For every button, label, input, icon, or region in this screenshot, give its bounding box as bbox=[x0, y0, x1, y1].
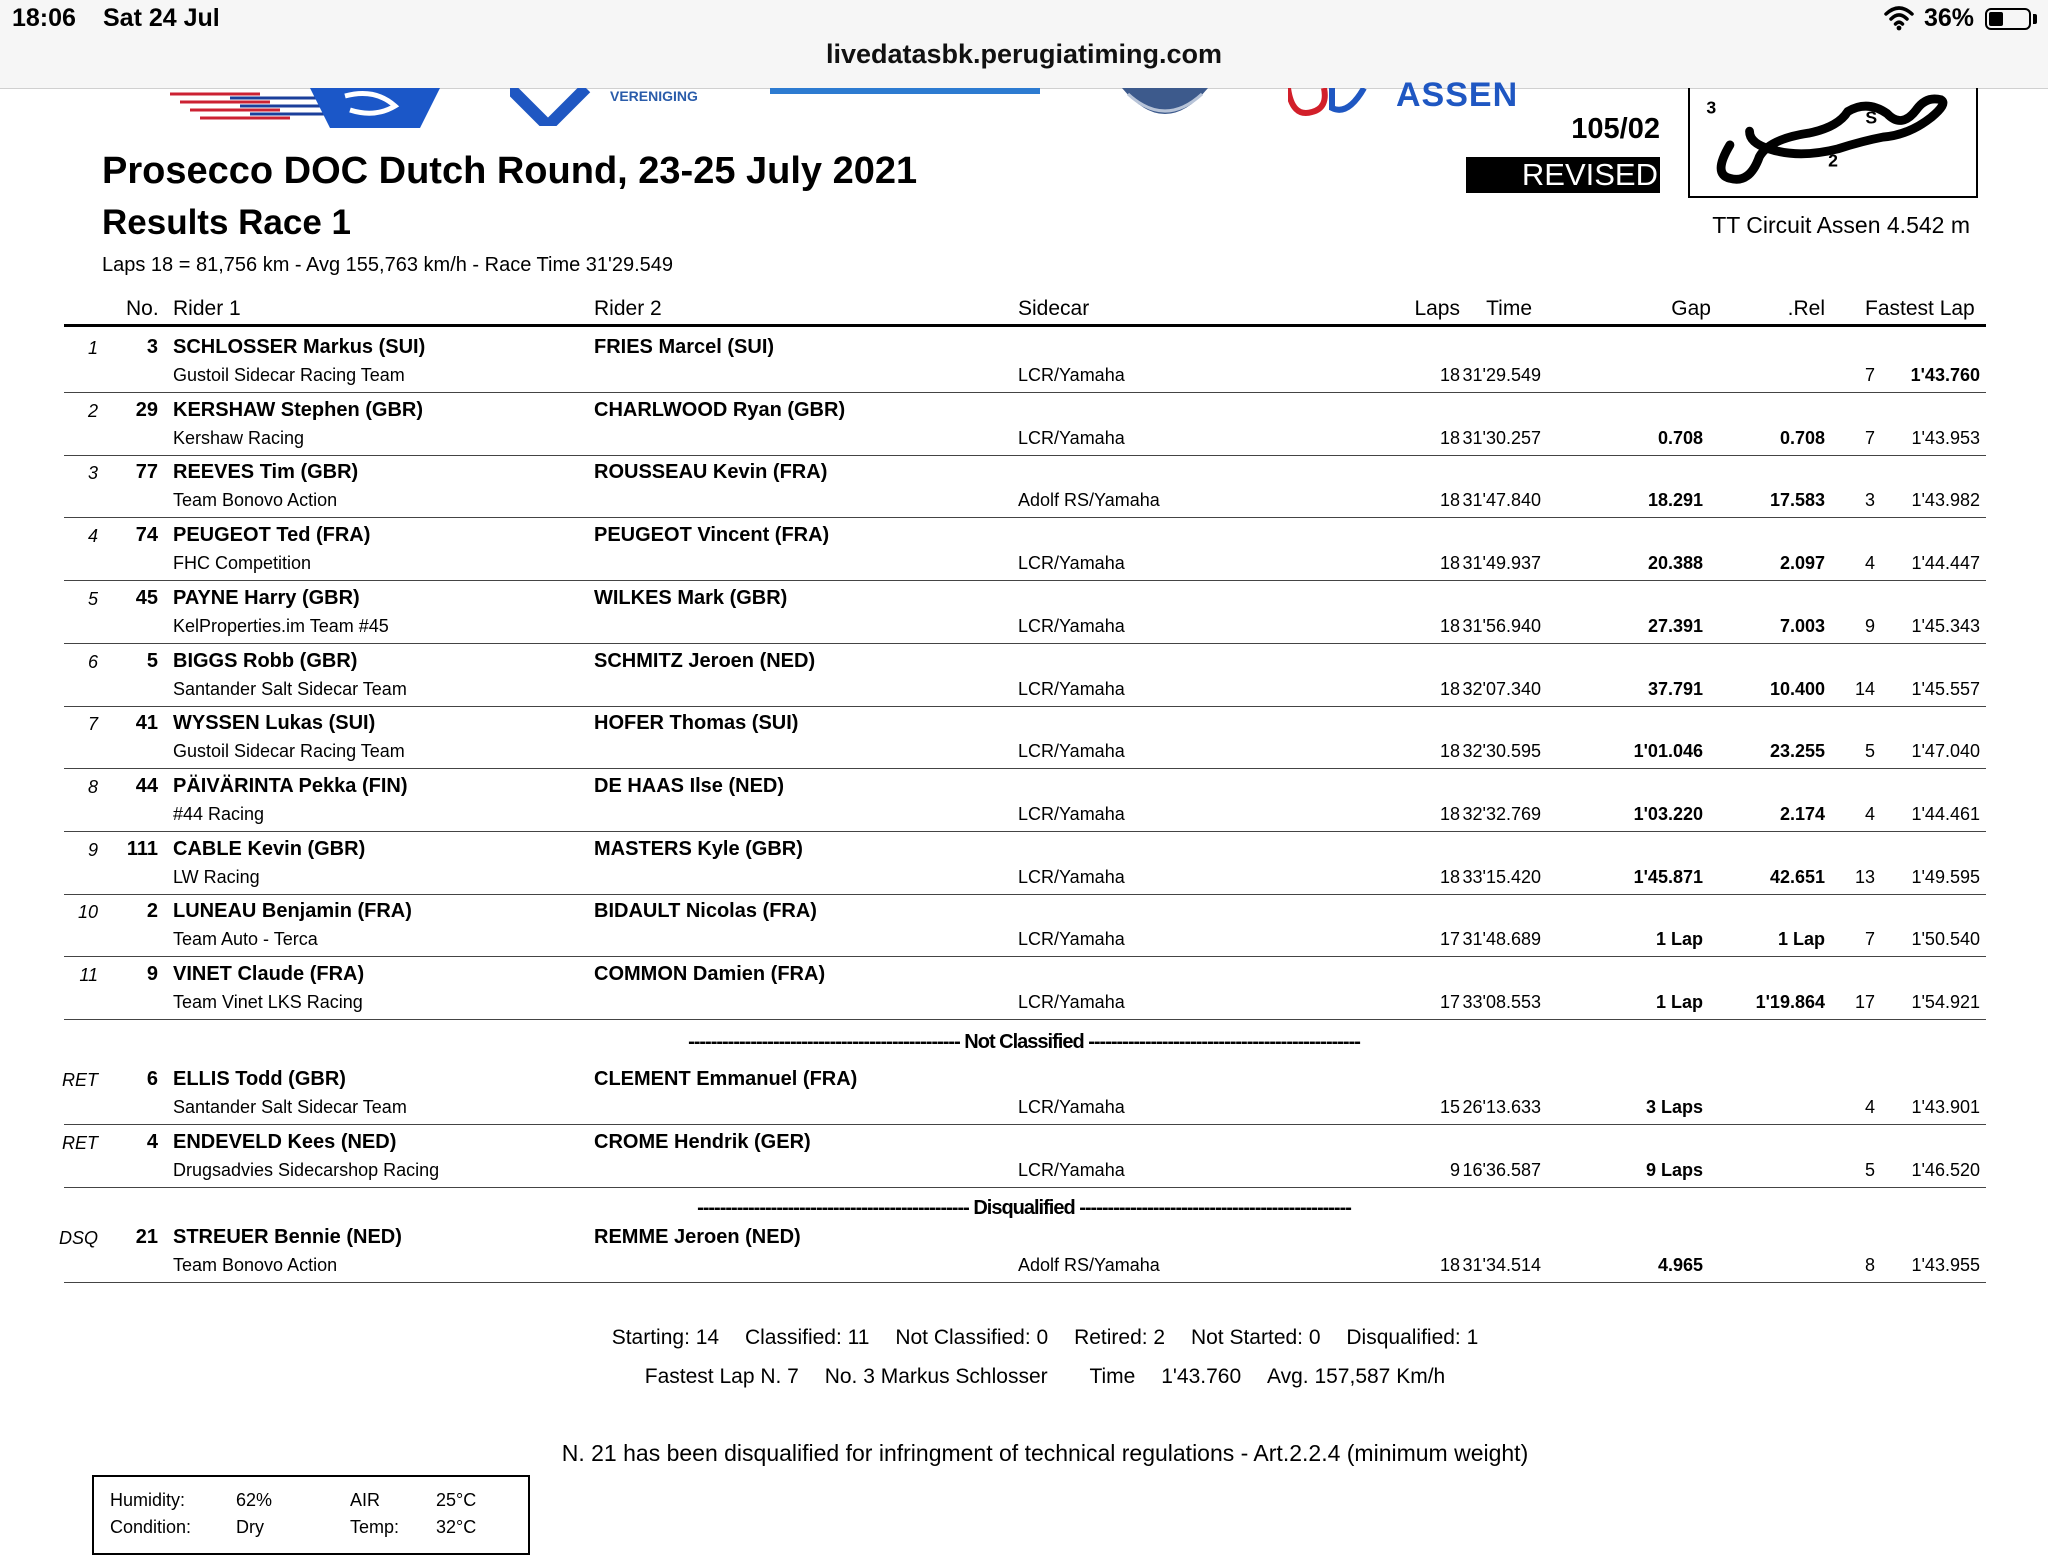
row-rel: 10.400 bbox=[1769, 679, 1825, 699]
row-sidecar: LCR/Yamaha bbox=[1018, 929, 1125, 949]
row-number: 2 bbox=[146, 900, 158, 922]
row-laps: 15 bbox=[1439, 1097, 1460, 1117]
row-team: #44 Racing bbox=[173, 804, 265, 824]
row-rider1: LUNEAU Benjamin (FRA) bbox=[173, 900, 412, 922]
row-number: 77 bbox=[135, 461, 158, 483]
row-team: Gustoil Sidecar Racing Team bbox=[173, 741, 405, 761]
row-rider1: PÄIVÄRINTA Pekka (FIN) bbox=[173, 775, 408, 797]
row-number: 6 bbox=[146, 1068, 158, 1090]
row-gap: 4.965 bbox=[1657, 1255, 1703, 1275]
row-gap: 1'01.046 bbox=[1633, 741, 1703, 761]
row-rider2: CLEMENT Emmanuel (FRA) bbox=[594, 1068, 858, 1090]
row-fastest-lap-time: 1'43.901 bbox=[1911, 1097, 1980, 1117]
event-title: Prosecco DOC Dutch Round, 23-25 July 2021 bbox=[102, 150, 918, 192]
row-fastest-lap-time: 1'45.557 bbox=[1911, 679, 1980, 699]
sponsor-logo-3 bbox=[770, 88, 1040, 94]
row-fastest-lap-no: 9 bbox=[1864, 616, 1875, 636]
row-divider bbox=[64, 1124, 1986, 1125]
row-rider1: CABLE Kevin (GBR) bbox=[173, 838, 366, 860]
row-rider2: BIDAULT Nicolas (FRA) bbox=[594, 900, 817, 922]
row-team: FHC Competition bbox=[173, 553, 312, 573]
row-fastest-lap-no: 14 bbox=[1854, 679, 1875, 699]
row-sidecar: LCR/Yamaha bbox=[1018, 992, 1125, 1012]
humidity-label: Humidity: bbox=[110, 1490, 186, 1510]
row-team: Team Bonovo Action bbox=[173, 490, 338, 510]
revised-badge: REVISED bbox=[1466, 157, 1660, 193]
row-fastest-lap-no: 5 bbox=[1864, 1160, 1875, 1180]
row-rider1: REEVES Tim (GBR) bbox=[173, 461, 359, 483]
row-rider2: ROUSSEAU Kevin (FRA) bbox=[594, 461, 828, 483]
row-position: 9 bbox=[87, 840, 98, 860]
header-rider2: Rider 2 bbox=[594, 297, 662, 320]
assen-logo-text: ASSEN bbox=[1396, 76, 1519, 114]
row-team: KelProperties.im Team #45 bbox=[173, 616, 389, 636]
row-rider1: PAYNE Harry (GBR) bbox=[173, 587, 360, 609]
row-position: DSQ bbox=[58, 1228, 98, 1248]
row-position: 5 bbox=[87, 589, 98, 609]
summary-disqualified: Disqualified: 1 bbox=[1346, 1326, 1479, 1349]
row-team: Kershaw Racing bbox=[173, 428, 305, 448]
row-number: 3 bbox=[146, 336, 158, 358]
row-number: 29 bbox=[135, 399, 158, 421]
row-rider1: SCHLOSSER Markus (SUI) bbox=[173, 336, 426, 358]
row-laps: 18 bbox=[1439, 867, 1460, 887]
row-laps: 17 bbox=[1439, 929, 1460, 949]
row-time: 32'07.340 bbox=[1462, 679, 1541, 699]
row-fastest-lap-time: 1'44.461 bbox=[1911, 804, 1980, 824]
row-gap: 27.391 bbox=[1647, 616, 1703, 636]
battery-icon bbox=[1985, 8, 2031, 30]
not-classified-separator: ------------------------------------------------ Not Classified ------------------------------------------------ bbox=[688, 1031, 1360, 1053]
row-rider1: VINET Claude (FRA) bbox=[173, 963, 365, 985]
row-laps: 18 bbox=[1439, 490, 1460, 510]
row-number: 44 bbox=[135, 775, 158, 797]
row-rel: 1 Lap bbox=[1777, 929, 1825, 949]
summary-retired: Retired: 2 bbox=[1074, 1326, 1166, 1349]
battery-tip bbox=[2033, 14, 2037, 24]
row-divider bbox=[64, 1187, 1986, 1188]
row-divider bbox=[64, 643, 1986, 644]
row-divider bbox=[64, 894, 1986, 895]
row-rel: 42.651 bbox=[1769, 867, 1825, 887]
row-time: 16'36.587 bbox=[1462, 1160, 1541, 1180]
row-rider1: STREUER Bennie (NED) bbox=[173, 1226, 402, 1248]
row-rider2: DE HAAS Ilse (NED) bbox=[594, 775, 785, 797]
summary-counts bbox=[0, 1326, 2048, 1350]
map-label-2: 2 bbox=[1828, 150, 1838, 171]
row-gap: 18.291 bbox=[1647, 490, 1703, 510]
row-gap: 1'03.220 bbox=[1633, 804, 1703, 824]
map-label-3: 3 bbox=[1706, 97, 1717, 118]
row-team: Team Vinet LKS Racing bbox=[173, 992, 363, 1012]
row-number: 9 bbox=[146, 963, 158, 985]
fastest-lap-time-label: Time bbox=[1089, 1365, 1136, 1388]
row-fastest-lap-no: 4 bbox=[1864, 1097, 1875, 1117]
row-gap: 20.388 bbox=[1647, 553, 1703, 573]
row-laps: 18 bbox=[1439, 553, 1460, 573]
sponsor-logo-1 bbox=[170, 88, 440, 128]
row-time: 31'49.937 bbox=[1462, 553, 1541, 573]
circuit-map-icon bbox=[1688, 88, 1978, 198]
row-rel: 2.097 bbox=[1779, 553, 1825, 573]
row-gap: 1 Lap bbox=[1655, 992, 1703, 1012]
disqualification-note: N. 21 has been disqualified for infringment of technical regulations - Art.2.2.4 (minimum weight) bbox=[561, 1440, 1529, 1466]
row-rider2: PEUGEOT Vincent (FRA) bbox=[594, 524, 830, 546]
row-team: Drugsadvies Sidecarshop Racing bbox=[173, 1160, 440, 1180]
row-rider1: ELLIS Todd (GBR) bbox=[173, 1068, 346, 1090]
row-laps: 18 bbox=[1439, 804, 1460, 824]
row-divider bbox=[64, 392, 1986, 393]
row-team: Team Bonovo Action bbox=[173, 1255, 338, 1275]
row-rider2: REMME Jeroen (NED) bbox=[594, 1226, 801, 1248]
row-fastest-lap-time: 1'44.447 bbox=[1911, 553, 1980, 573]
row-fastest-lap-time: 1'50.540 bbox=[1911, 929, 1980, 949]
row-time: 31'29.549 bbox=[1462, 365, 1541, 385]
row-divider bbox=[64, 956, 1986, 957]
row-rider2: FRIES Marcel (SUI) bbox=[594, 336, 775, 358]
row-rider2: WILKES Mark (GBR) bbox=[594, 587, 788, 609]
row-position: RET bbox=[62, 1133, 98, 1153]
row-gap: 9 Laps bbox=[1645, 1160, 1703, 1180]
row-rider1: BIGGS Robb (GBR) bbox=[173, 650, 358, 672]
row-divider bbox=[64, 768, 1986, 769]
row-laps: 18 bbox=[1439, 741, 1460, 761]
race-title: Results Race 1 bbox=[102, 203, 352, 242]
row-divider bbox=[64, 1019, 1986, 1020]
summary-not-started: Not Started: 0 bbox=[1190, 1326, 1321, 1349]
row-sidecar: Adolf RS/Yamaha bbox=[1018, 1255, 1160, 1275]
browser-status-bar bbox=[0, 0, 2048, 89]
circuit-name: TT Circuit Assen 4.542 m bbox=[1712, 212, 1970, 238]
sponsor-logo-5 bbox=[1288, 88, 1368, 118]
row-fastest-lap-no: 4 bbox=[1864, 804, 1875, 824]
row-time: 26'13.633 bbox=[1462, 1097, 1541, 1117]
header-rule bbox=[64, 324, 1986, 327]
row-team: Santander Salt Sidecar Team bbox=[173, 1097, 407, 1117]
row-fastest-lap-no: 5 bbox=[1864, 741, 1875, 761]
row-rider2: SCHMITZ Jeroen (NED) bbox=[594, 650, 816, 672]
row-fastest-lap-no: 7 bbox=[1864, 428, 1875, 448]
row-time: 31'30.257 bbox=[1462, 428, 1541, 448]
row-gap: 37.791 bbox=[1647, 679, 1703, 699]
row-sidecar: LCR/Yamaha bbox=[1018, 365, 1125, 385]
row-rider2: COMMON Damien (FRA) bbox=[594, 963, 826, 985]
air-value: 25°C bbox=[436, 1490, 477, 1510]
row-rel: 23.255 bbox=[1769, 741, 1825, 761]
row-time: 31'34.514 bbox=[1462, 1255, 1541, 1275]
row-position: 4 bbox=[87, 526, 98, 546]
temp-value: 32°C bbox=[436, 1517, 477, 1537]
row-fastest-lap-no: 13 bbox=[1854, 867, 1875, 887]
fastest-lap-time: 1'43.760 bbox=[1161, 1365, 1242, 1388]
row-rel: 7.003 bbox=[1779, 616, 1825, 636]
row-team: Santander Salt Sidecar Team bbox=[173, 679, 407, 699]
row-fastest-lap-time: 1'45.343 bbox=[1911, 616, 1980, 636]
row-fastest-lap-no: 3 bbox=[1864, 490, 1875, 510]
summary-classified: Classified: 11 bbox=[744, 1326, 870, 1349]
row-fastest-lap-time: 1'43.953 bbox=[1911, 428, 1980, 448]
row-divider bbox=[64, 1282, 1986, 1283]
row-time: 32'32.769 bbox=[1462, 804, 1541, 824]
row-divider bbox=[64, 517, 1986, 518]
row-sidecar: LCR/Yamaha bbox=[1018, 867, 1125, 887]
row-fastest-lap-no: 8 bbox=[1864, 1255, 1875, 1275]
battery-fill bbox=[1989, 12, 2003, 26]
row-sidecar: LCR/Yamaha bbox=[1018, 1160, 1125, 1180]
row-sidecar: LCR/Yamaha bbox=[1018, 553, 1125, 573]
map-label-s: S bbox=[1865, 107, 1878, 128]
fastest-lap-avg: Avg. 157,587 Km/h bbox=[1266, 1365, 1446, 1388]
wifi-icon bbox=[1884, 4, 1914, 32]
row-number: 41 bbox=[135, 712, 158, 734]
row-fastest-lap-time: 1'49.595 bbox=[1911, 867, 1980, 887]
row-time: 31'47.840 bbox=[1462, 490, 1541, 510]
row-rider1: WYSSEN Lukas (SUI) bbox=[173, 712, 376, 734]
row-team: Gustoil Sidecar Racing Team bbox=[173, 365, 405, 385]
row-divider bbox=[64, 455, 1986, 456]
fastest-lap-rider: No. 3 Markus Schlosser bbox=[824, 1365, 1048, 1388]
battery-percentage: 36% bbox=[1924, 4, 1975, 32]
row-rider1: ENDEVELD Kees (NED) bbox=[173, 1131, 397, 1153]
row-laps: 17 bbox=[1439, 992, 1460, 1012]
humidity-value: 62% bbox=[236, 1490, 273, 1510]
fastest-lap-label: Fastest Lap N. 7 bbox=[644, 1365, 799, 1388]
summary-starting: Starting: 14 bbox=[611, 1326, 720, 1349]
document-number: 105/02 bbox=[1571, 113, 1660, 145]
header-fastest-lap: Fastest Lap bbox=[1865, 297, 1975, 320]
row-team: Team Auto - Terca bbox=[173, 929, 318, 949]
condition-label: Condition: bbox=[110, 1517, 192, 1537]
row-divider bbox=[64, 831, 1986, 832]
row-divider bbox=[64, 706, 1986, 707]
row-position: 2 bbox=[87, 401, 98, 421]
summary-not-classified: Not Classified: 0 bbox=[895, 1326, 1049, 1349]
row-position: 3 bbox=[87, 463, 98, 483]
race-info: Laps 18 = 81,756 km - Avg 155,763 km/h - Race Time 31'29.549 bbox=[102, 254, 674, 276]
weather-box bbox=[92, 1475, 530, 1555]
row-number: 74 bbox=[135, 524, 158, 546]
row-fastest-lap-no: 17 bbox=[1854, 992, 1875, 1012]
row-sidecar: LCR/Yamaha bbox=[1018, 804, 1125, 824]
row-laps: 18 bbox=[1439, 679, 1460, 699]
row-fastest-lap-time: 1'43.982 bbox=[1911, 490, 1980, 510]
disqualified-separator: ------------------------------------------------ Disqualified ------------------------------------------------ bbox=[697, 1197, 1351, 1219]
row-position: 11 bbox=[79, 965, 98, 985]
row-number: 5 bbox=[146, 650, 158, 672]
row-team: LW Racing bbox=[173, 867, 260, 887]
row-sidecar: LCR/Yamaha bbox=[1018, 741, 1125, 761]
row-fastest-lap-no: 7 bbox=[1864, 365, 1875, 385]
row-gap: 1'45.871 bbox=[1633, 867, 1703, 887]
row-position: 7 bbox=[87, 714, 98, 734]
row-number: 45 bbox=[135, 587, 158, 609]
row-position: 8 bbox=[87, 777, 98, 797]
row-rel: 0.708 bbox=[1779, 428, 1825, 448]
row-sidecar: LCR/Yamaha bbox=[1018, 679, 1125, 699]
row-gap: 0.708 bbox=[1657, 428, 1703, 448]
row-fastest-lap-no: 7 bbox=[1864, 929, 1875, 949]
row-number: 4 bbox=[146, 1131, 158, 1153]
row-fastest-lap-time: 1'54.921 bbox=[1911, 992, 1980, 1012]
row-rel: 1'19.864 bbox=[1755, 992, 1825, 1012]
row-divider bbox=[64, 580, 1986, 581]
row-number: 21 bbox=[135, 1226, 158, 1248]
sponsor-logo-4 bbox=[1118, 88, 1212, 120]
row-rider1: PEUGEOT Ted (FRA) bbox=[173, 524, 371, 546]
row-sidecar: LCR/Yamaha bbox=[1018, 616, 1125, 636]
row-rider2: HOFER Thomas (SUI) bbox=[594, 712, 799, 734]
row-rider2: MASTERS Kyle (GBR) bbox=[594, 838, 803, 860]
row-gap: 3 Laps bbox=[1645, 1097, 1703, 1117]
temp-label: Temp: bbox=[350, 1517, 400, 1537]
address-bar-url[interactable]: livedatasbk.perugiatiming.com bbox=[825, 39, 1223, 69]
row-laps: 9 bbox=[1449, 1160, 1460, 1180]
row-fastest-lap-time: 1'46.520 bbox=[1911, 1160, 1980, 1180]
row-laps: 18 bbox=[1439, 616, 1460, 636]
row-laps: 18 bbox=[1439, 428, 1460, 448]
condition-value: Dry bbox=[236, 1517, 264, 1537]
row-number: 111 bbox=[126, 838, 158, 860]
air-label: AIR bbox=[350, 1490, 381, 1510]
row-fastest-lap-time: 1'43.955 bbox=[1911, 1255, 1980, 1275]
header-no: No. bbox=[126, 297, 159, 320]
row-rider2: CROME Hendrik (GER) bbox=[594, 1131, 811, 1153]
row-sidecar: LCR/Yamaha bbox=[1018, 1097, 1125, 1117]
row-time: 32'30.595 bbox=[1462, 741, 1541, 761]
row-rel: 2.174 bbox=[1779, 804, 1825, 824]
row-sidecar: Adolf RS/Yamaha bbox=[1018, 490, 1160, 510]
row-position: 1 bbox=[87, 338, 98, 358]
status-date: Sat 24 Jul bbox=[103, 4, 220, 32]
row-fastest-lap-no: 4 bbox=[1864, 553, 1875, 573]
row-rider1: KERSHAW Stephen (GBR) bbox=[173, 399, 423, 421]
row-time: 31'48.689 bbox=[1462, 929, 1541, 949]
row-gap: 1 Lap bbox=[1655, 929, 1703, 949]
header-rider1: Rider 1 bbox=[173, 297, 241, 320]
header-sidecar: Sidecar bbox=[1018, 297, 1090, 320]
sponsor-logo-2-text: VERENIGING bbox=[610, 88, 698, 104]
row-position: 6 bbox=[87, 652, 98, 672]
row-time: 31'56.940 bbox=[1462, 616, 1541, 636]
row-rider2: CHARLWOOD Ryan (GBR) bbox=[594, 399, 846, 421]
row-laps: 18 bbox=[1439, 1255, 1460, 1275]
row-fastest-lap-time: 1'43.760 bbox=[1910, 365, 1980, 385]
row-time: 33'08.553 bbox=[1462, 992, 1541, 1012]
row-time: 33'15.420 bbox=[1462, 867, 1541, 887]
row-position: 10 bbox=[77, 902, 98, 922]
status-time: 18:06 bbox=[12, 4, 76, 32]
summary-fastest-lap bbox=[0, 1365, 2048, 1389]
row-fastest-lap-time: 1'47.040 bbox=[1911, 741, 1980, 761]
row-position: RET bbox=[62, 1070, 98, 1090]
row-rel: 17.583 bbox=[1769, 490, 1825, 510]
row-sidecar: LCR/Yamaha bbox=[1018, 428, 1125, 448]
row-laps: 18 bbox=[1439, 365, 1460, 385]
